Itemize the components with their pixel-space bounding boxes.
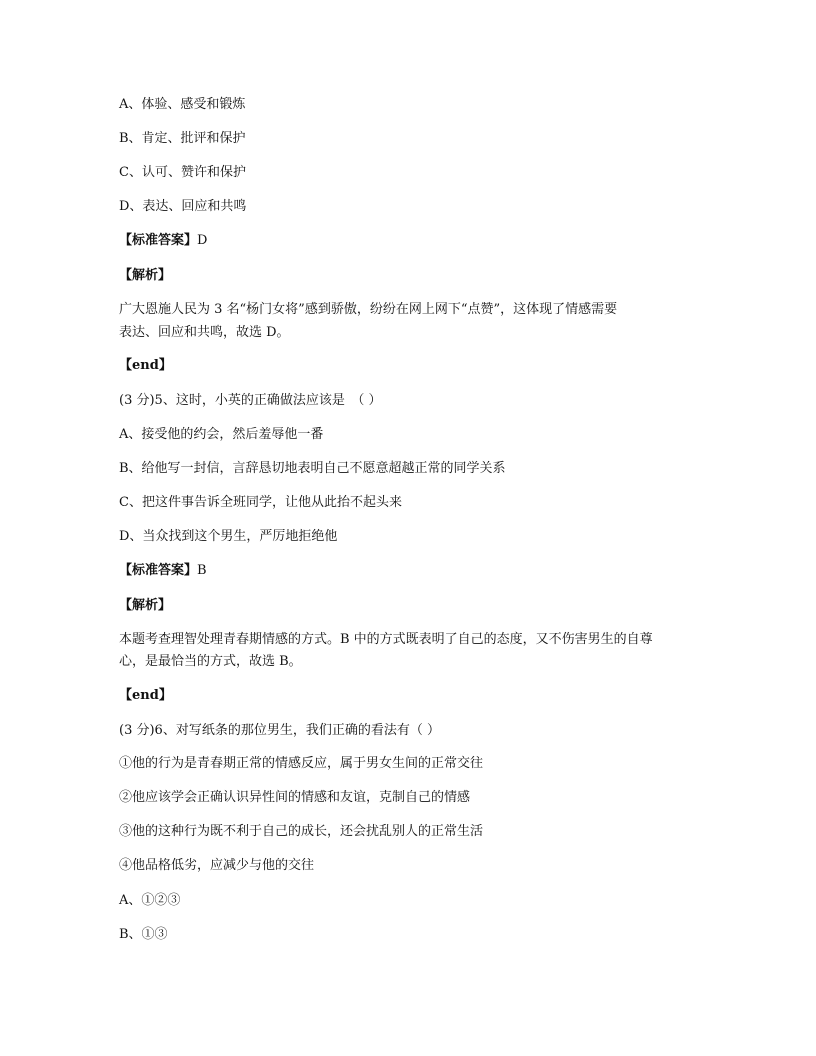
q5-option-d: D、当众找到这个男生，严厉地拒绝他 xyxy=(119,529,338,544)
q4-answer-value: D xyxy=(197,233,208,248)
q4-option-a: A、体验、感受和锻炼 xyxy=(119,97,246,112)
q5-analysis-line2: 心，是最恰当的方式，故选 B。 xyxy=(119,654,302,669)
q4-option-c: C、认可、赞许和保护 xyxy=(119,165,246,180)
q6-statement-4: ④他品格低劣，应减少与他的交往 xyxy=(119,858,315,873)
q4-end-marker: 【end】 xyxy=(119,358,172,373)
q6-stem: (3 分)6、对写纸条的那位男生，我们正确的看法有（ ） xyxy=(119,723,440,738)
q5-answer-value: B xyxy=(197,563,207,578)
q6-option-a: A、①②③ xyxy=(119,893,181,908)
q5-option-a: A、接受他的约会，然后羞辱他一番 xyxy=(119,427,324,442)
q6-statement-3: ③他的这种行为既不利于自己的成长，还会扰乱别人的正常生活 xyxy=(119,824,484,839)
q5-answer-row xyxy=(119,559,709,583)
q6-statement-2: ②他应该学会正确认识异性间的情感和友谊，克制自己的情感 xyxy=(119,790,471,805)
q5-option-c: C、把这件事告诉全班同学，让他从此抬不起头来 xyxy=(119,495,402,510)
q4-answer-label: 【标准答案】 xyxy=(119,233,198,248)
q5-end-marker: 【end】 xyxy=(119,688,172,703)
q4-option-b: B、肯定、批评和保护 xyxy=(119,131,246,146)
q5-option-b: B、给他写一封信，言辞恳切地表明自己不愿意超越正常的同学关系 xyxy=(119,461,506,476)
q4-analysis-line2: 表达、回应和共鸣，故选 D。 xyxy=(119,325,290,340)
q4-analysis-label: 【解析】 xyxy=(119,268,172,283)
q5-answer-label: 【标准答案】 xyxy=(119,563,198,578)
q6-statement-1: ①他的行为是青春期正常的情感反应，属于男女生间的正常交往 xyxy=(119,756,484,771)
q5-stem: (3 分)5、这时，小英的正确做法应该是 （ ） xyxy=(119,393,382,408)
q6-option-b: B、①③ xyxy=(119,927,168,942)
q4-answer-row xyxy=(119,229,709,253)
q4-option-d: D、表达、回应和共鸣 xyxy=(119,199,247,214)
q5-analysis-label: 【解析】 xyxy=(119,598,172,613)
q4-analysis-line1: 广大恩施人民为 3 名“杨门女将”感到骄傲，纷纷在网上网下“点赞”，这体现了情感需要 xyxy=(119,302,618,317)
q5-analysis-line1: 本题考查理智处理青春期情感的方式。B 中的方式既表明了自己的态度，又不伤害男生的自尊 xyxy=(119,632,653,647)
